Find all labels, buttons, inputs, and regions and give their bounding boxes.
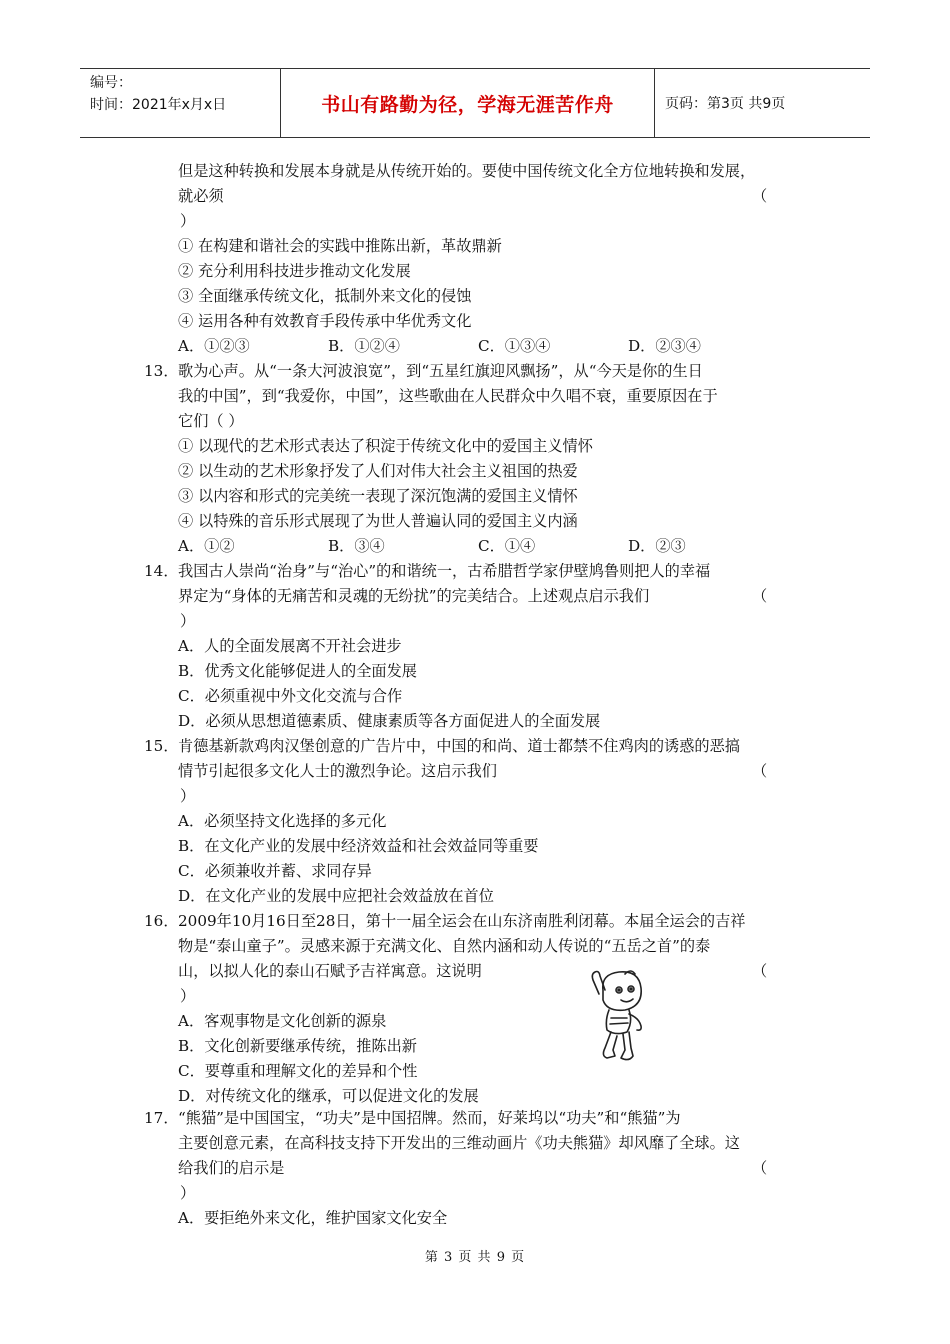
q13-item: ① 以现代的艺术形式表达了积淀于传统文化中的爱国主义情怀 (178, 437, 593, 455)
q15-option: B．在文化产业的发展中经济效益和社会效益同等重要 (178, 837, 539, 855)
question-number: 13． (144, 362, 179, 380)
q12-line: 但是这种转换和发展本身就是从传统开始的。要使中国传统文化全方位地转换和发展， (178, 162, 756, 180)
q15-option: D．在文化产业的发展中应把社会效益放在首位 (178, 887, 494, 905)
q15-option: A．必须坚持文化选择的多元化 (178, 812, 387, 830)
q17-line: 主要创意元素，在高科技支持下开发出的三维动画片《功夫熊猫》却风靡了全球。这 (178, 1134, 740, 1152)
q13-option: B．③④ (328, 537, 385, 555)
q12-line: 就必须 (178, 187, 224, 205)
q13-line: 它们（ ） (178, 412, 244, 430)
q17-option: A．要拒绝外来文化，维护国家文化安全 (178, 1209, 448, 1227)
question-number: 14． (144, 562, 179, 580)
question-number: 16． (144, 912, 179, 930)
q14-option: B．优秀文化能够促进人的全面发展 (178, 662, 417, 680)
q13-line: 歌为心声。从“一条大河波浪宽”，到“五星红旗迎风飘扬”，从“今天是你的生日 (178, 362, 703, 380)
q16-option: D．对传统文化的继承，可以促进文化的发展 (178, 1087, 479, 1105)
q14-option: C．必须重视中外文化交流与合作 (178, 687, 403, 705)
q14-option: A．人的全面发展离不开社会进步 (178, 637, 402, 655)
q13-item: ② 以生动的艺术形象抒发了人们对伟大社会主义祖国的热爱 (178, 462, 578, 480)
q12-item: ④ 运用各种有效教育手段传承中华优秀文化 (178, 312, 472, 330)
time-label: 时间：2021年x月x日 (90, 97, 227, 113)
answer-paren-open: （ (752, 762, 768, 780)
q13-option: C．①④ (478, 537, 536, 555)
q15-line: 肯德基新款鸡肉汉堡创意的广告片中，中国的和尚、道士都禁不住鸡肉的诱惑的恶搞 (178, 737, 740, 755)
q16-option: A．客观事物是文化创新的源泉 (178, 1012, 387, 1030)
q16-line: 2009年10月16日至28日，第十一届全运会在山东济南胜利闭幕。本届全运会的吉祥 (178, 912, 746, 930)
taishan-mascot-image (585, 960, 655, 1070)
header-page-label: 页码：第3页 共9页 (665, 96, 786, 112)
q16-option: C．要尊重和理解文化的差异和个性 (178, 1062, 418, 1080)
answer-paren-close: ） (180, 612, 196, 630)
q13-item: ③ 以内容和形式的完美统一表现了深沉饱满的爱国主义情怀 (178, 487, 578, 505)
q16-option: B．文化创新要继承传统，推陈出新 (178, 1037, 417, 1055)
q13-line: 我的中国”，到“我爱你，中国”，这些歌曲在人民群众中久唱不衰，重要原因在于 (178, 387, 718, 405)
q12-option: A．①②③ (178, 337, 250, 355)
question-number: 15． (144, 737, 179, 755)
q15-line: 情节引起很多文化人士的激烈争论。这启示我们 (178, 762, 497, 780)
answer-paren-open: （ (752, 962, 768, 980)
q14-line: 我国古人崇尚“治身”与“治心”的和谐统一，古希腊哲学家伊壁鸠鲁则把人的幸福 (178, 562, 711, 580)
q12-item: ② 充分利用科技进步推动文化发展 (178, 262, 411, 280)
q12-item: ① 在构建和谐社会的实践中推陈出新，革故鼎新 (178, 237, 502, 255)
answer-paren-open: （ (752, 187, 768, 205)
answer-paren-open: （ (752, 587, 768, 605)
q12-option: D．②③④ (628, 337, 701, 355)
q17-line: “熊猫”是中国国宝，“功夫”是中国招牌。然而，好莱坞以“功夫”和“熊猫”为 (178, 1109, 681, 1127)
q13-option: A．①② (178, 537, 235, 555)
q13-option: D．②③ (628, 537, 686, 555)
header-motto: 书山有路勤为径，学海无涯苦作舟 (281, 69, 655, 137)
question-number: 17． (144, 1109, 179, 1127)
page-footer: 第 3 页 共 9 页 (424, 1250, 526, 1265)
q14-option: D．必须从思想道德素质、健康素质等各方面促进人的全面发展 (178, 712, 601, 730)
header-meta (80, 69, 281, 137)
answer-paren-close: ） (180, 1184, 196, 1202)
q13-item: ④ 以特殊的音乐形式展现了为世人普遍认同的爱国主义内涵 (178, 512, 578, 530)
q16-line: 山，以拟人化的泰山石赋予吉祥寓意。这说明 (178, 962, 482, 980)
answer-paren-close: ） (180, 787, 196, 805)
q14-line: 界定为“身体的无痛苦和灵魂的无纷扰”的完美结合。上述观点启示我们 (178, 587, 650, 605)
code-label: 编号： (90, 75, 132, 91)
q15-option: C．必须兼收并蓄、求同存异 (178, 862, 372, 880)
q17-line: 给我们的启示是 (178, 1159, 285, 1177)
q12-item: ③ 全面继承传统文化，抵制外来文化的侵蚀 (178, 287, 472, 305)
answer-paren-close: ） (180, 987, 196, 1005)
page-header (80, 68, 870, 138)
q12-option: B．①②④ (328, 337, 400, 355)
answer-paren-close: ） (180, 212, 196, 230)
q16-line: 物是“泰山童子”。灵感来源于充满文化、自然内涵和动人传说的“五岳之首”的泰 (178, 937, 711, 955)
q12-option: C．①③④ (478, 337, 551, 355)
answer-paren-open: （ (752, 1159, 768, 1177)
